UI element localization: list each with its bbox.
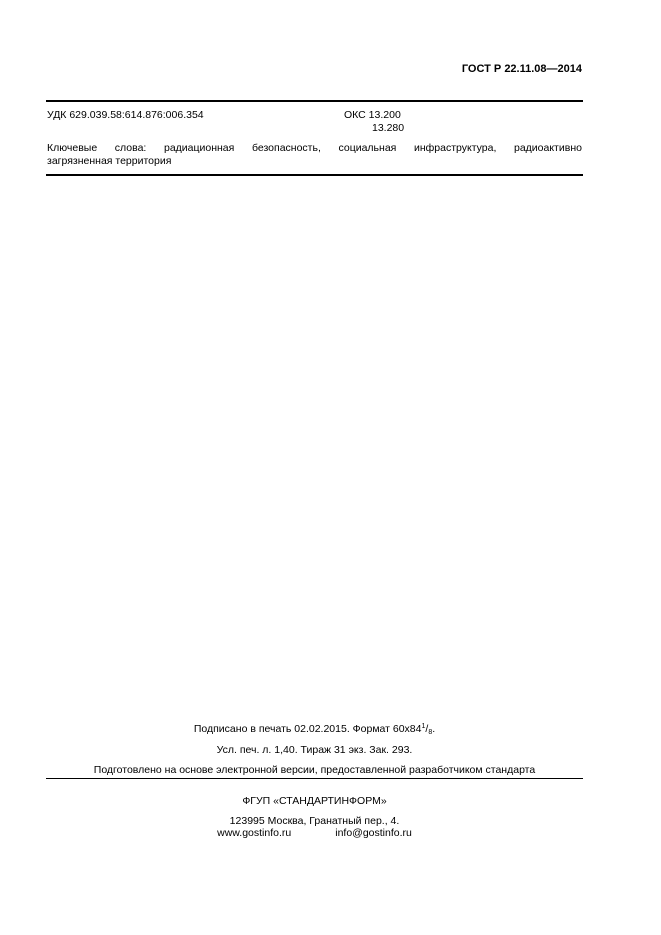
keyword-word: инфраструктура,: [413, 142, 497, 154]
publisher-address: 123995 Москва, Гранатный пер., 4.: [229, 815, 400, 827]
middle-divider: [46, 174, 583, 176]
print-info: Усл. печ. л. 1,40. Тираж 31 экз. Зак. 293.: [216, 744, 413, 756]
format-denominator: 8: [428, 729, 433, 736]
keyword-word: социальная: [338, 142, 397, 154]
keywords-line-2: загрязненная территория: [47, 155, 172, 167]
publisher-contacts: [46, 827, 583, 839]
format-slash: /: [425, 723, 429, 735]
keywords-block: [47, 142, 582, 168]
publisher-name: ФГУП «СТАНДАРТИНФОРМ»: [242, 795, 387, 807]
keywords-line-1: [47, 142, 582, 155]
signed-text: Подписано в печать 02.02.2015. Формат 60x84: [193, 723, 422, 735]
keyword-word: радиационная: [163, 142, 235, 154]
format-numerator: 1: [421, 723, 426, 730]
website-link[interactable]: www.gostinfo.ru: [217, 827, 292, 839]
email-link[interactable]: info@gostinfo.ru: [335, 827, 412, 839]
udk-code: УДК 629.039.58:614.876:006.354: [47, 109, 204, 121]
keyword-word: радиоактивно: [514, 142, 582, 154]
keyword-word: Ключевые: [47, 142, 98, 154]
top-divider: [46, 100, 583, 102]
oks-code-secondary: 13.280: [372, 122, 405, 134]
bottom-divider: [46, 778, 583, 779]
oks-code-primary: ОКС 13.200: [344, 109, 401, 121]
keyword-word: слова:: [114, 142, 147, 154]
format-end: .: [432, 723, 436, 735]
document-code: ГОСТ Р 22.11.08—2014: [461, 63, 582, 75]
prepared-note: Подготовлено на основе электронной версии, предоставленной разработчиком стандарта: [93, 764, 536, 776]
keyword-word: безопасность,: [251, 142, 321, 154]
signed-to-print: [46, 723, 583, 736]
